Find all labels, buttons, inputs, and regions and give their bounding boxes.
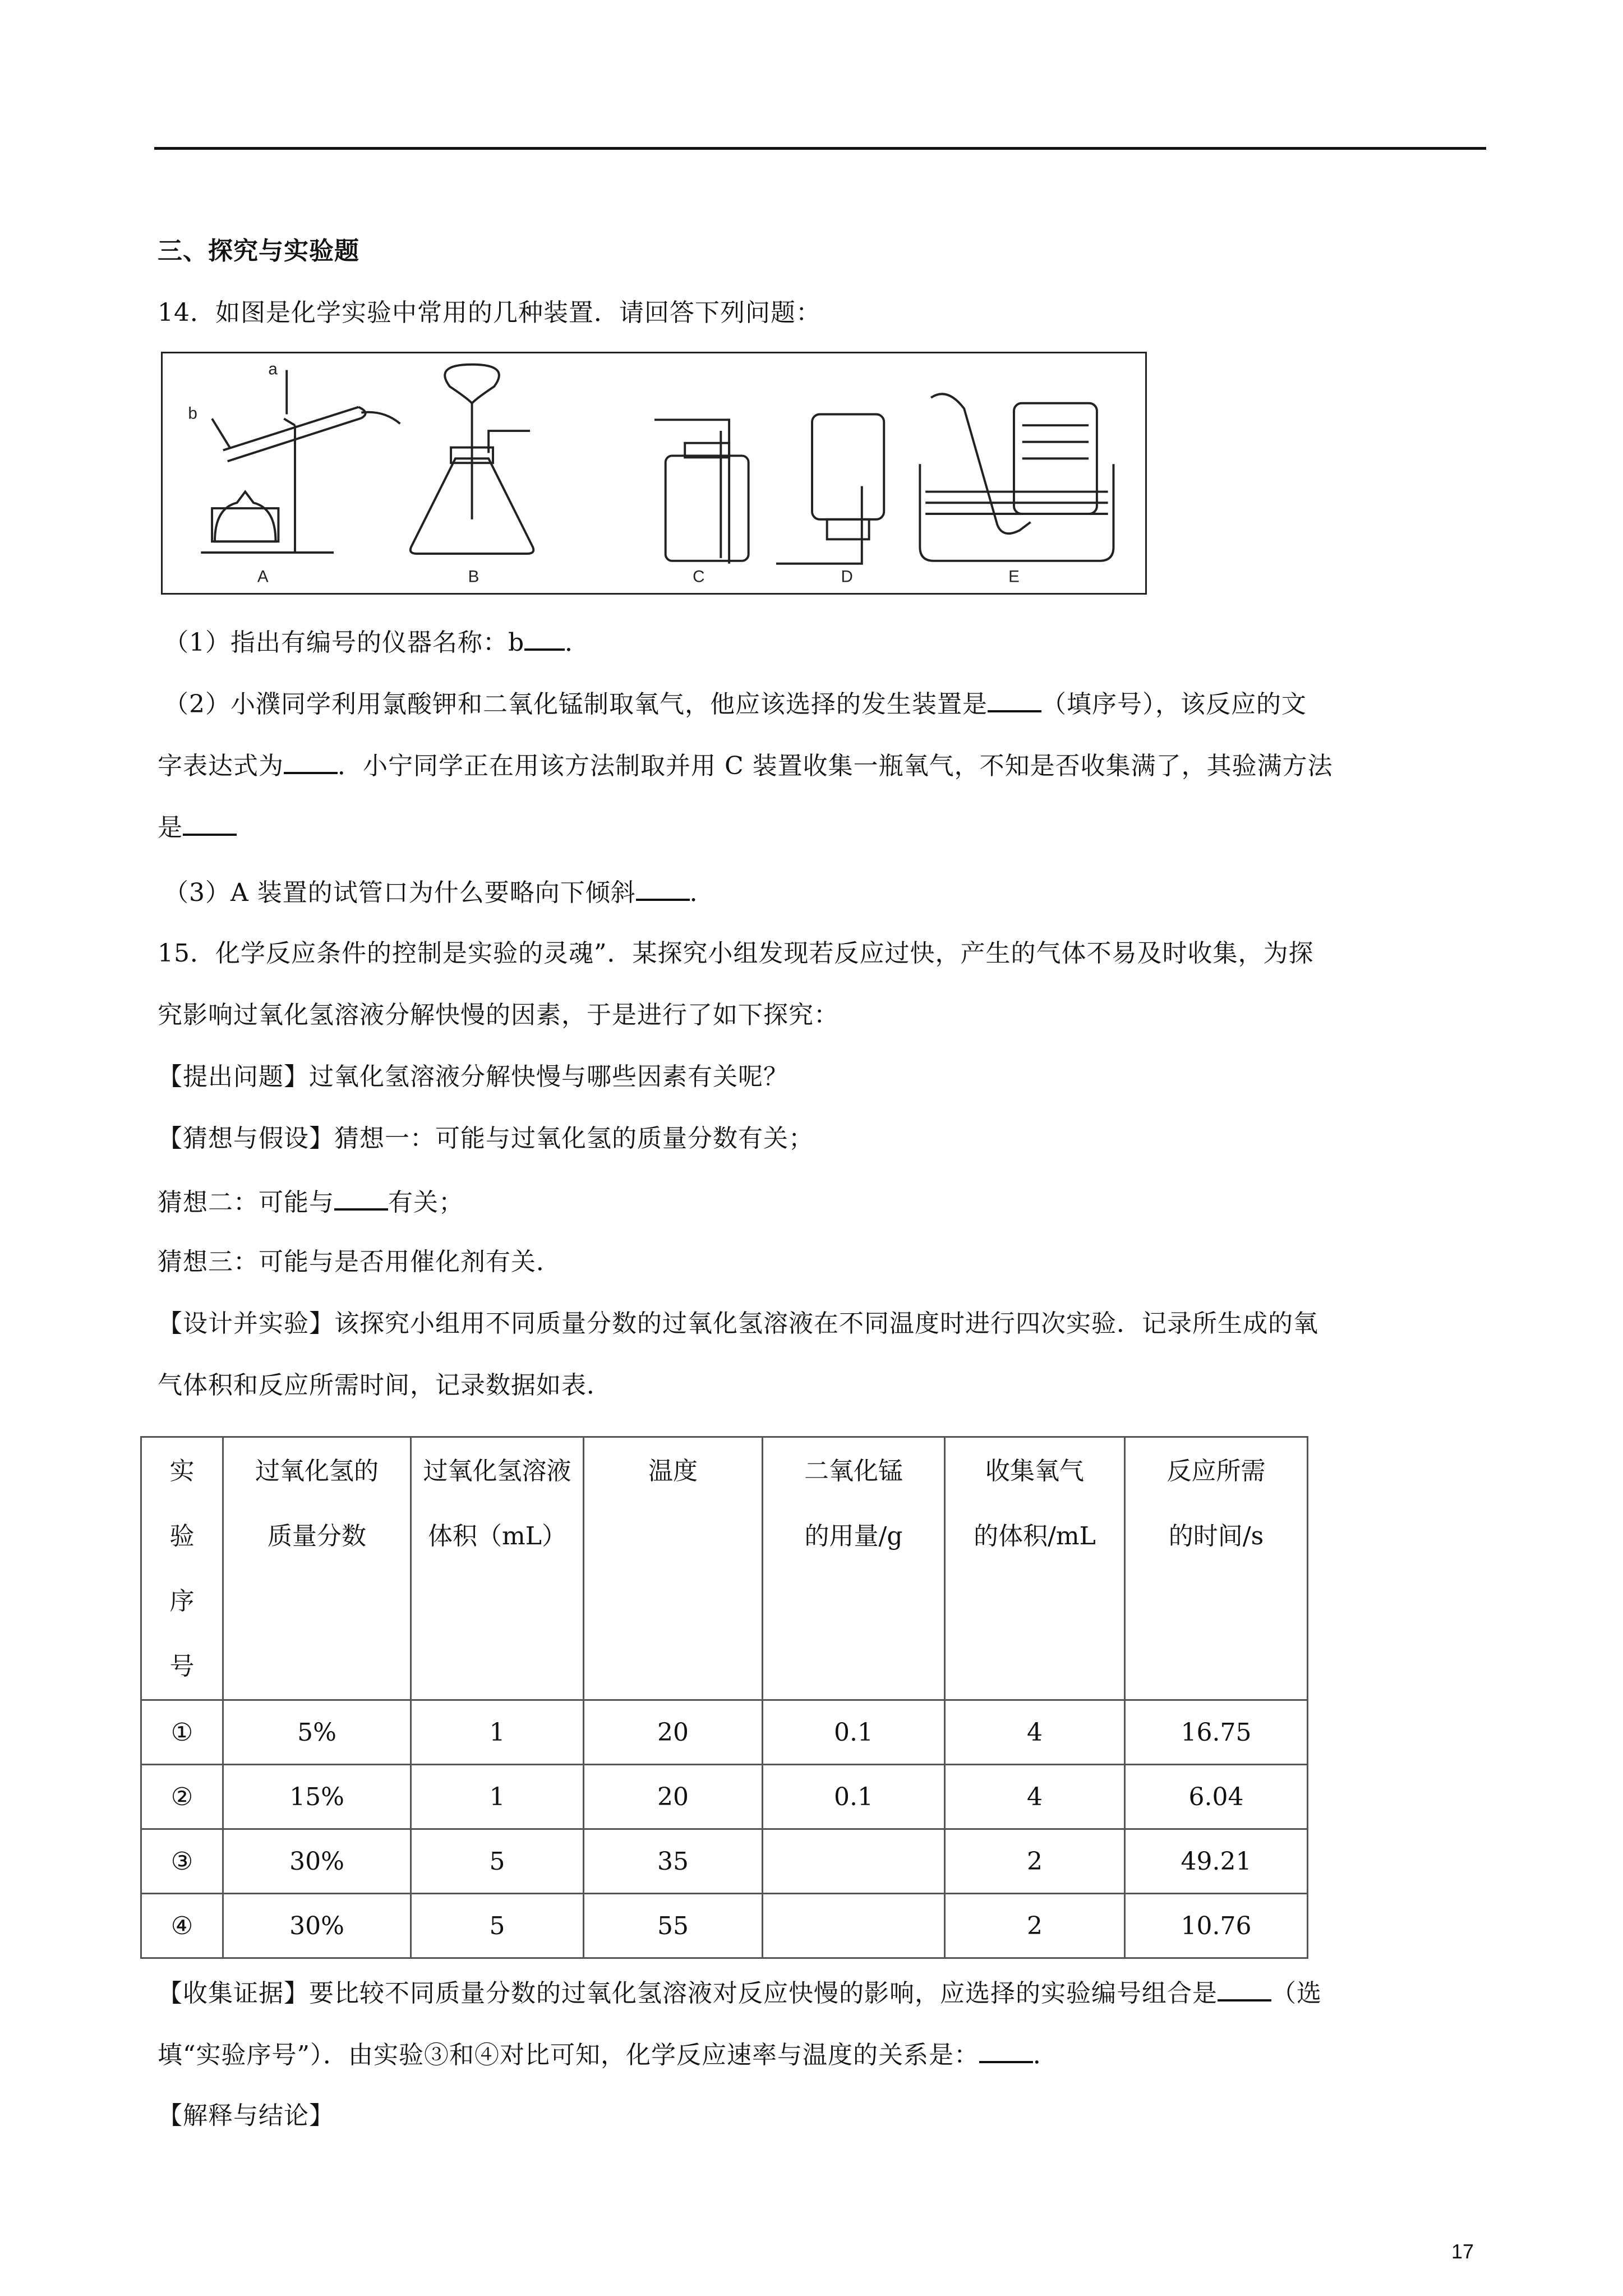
cell: 5 [411, 1894, 584, 1958]
cell: 1 [411, 1700, 584, 1765]
header-mass-fraction: 过氧化氢的 质量分数 [223, 1437, 411, 1700]
answer-blank[interactable] [1218, 1975, 1271, 2001]
label-a: a [268, 360, 278, 379]
cell: 35 [584, 1829, 763, 1894]
label-A: A [257, 567, 269, 586]
cell: 0.1 [763, 1700, 945, 1765]
label-E: E [1008, 567, 1020, 586]
header-mno2-amount: 二氧化锰 的用量/g [763, 1437, 945, 1700]
cell: 0.1 [763, 1765, 945, 1829]
cell: ② [141, 1765, 223, 1829]
q15-evidence-line1: 【收集证据】要比较不同质量分数的过氧化氢溶液对反应快慢的影响，应选择的实验编号组合是 （选 [158, 1975, 1322, 2010]
q15-line1: 15．化学反应条件的控制是实验的灵魂”．某探究小组发现若反应过快，产生的气体不易及时收集，为探 [158, 939, 1314, 968]
cell: 2 [945, 1829, 1125, 1894]
cell: 1 [411, 1765, 584, 1829]
q15-design-line2: 气体积和反应所需时间，记录数据如表． [158, 1371, 612, 1400]
cell: 4 [945, 1765, 1125, 1829]
cell: ④ [141, 1894, 223, 1958]
table-row [141, 1829, 1308, 1894]
q15-evidence-line2: 填“实验序号”）．由实验③和④对比可知，化学反应速率与温度的关系是： ． [158, 2036, 1058, 2072]
label-C: C [693, 567, 705, 586]
table-row [141, 1700, 1308, 1765]
q15-line2: 究影响过氧化氢溶液分解快慢的因素，于是进行了如下探究： [158, 1001, 839, 1029]
cell: 15% [223, 1765, 411, 1829]
answer-blank[interactable] [636, 874, 690, 901]
delivery-tube-e [931, 394, 1031, 533]
q15-hypothesis3: 猜想三：可能与是否用催化剂有关． [158, 1248, 561, 1276]
header-rule [154, 147, 1486, 150]
cell: 16.75 [1125, 1700, 1308, 1765]
q15-question: 【提出问题】过氧化氢溶液分解快慢与哪些因素有关呢？ [158, 1062, 789, 1091]
thistle-funnel [445, 365, 499, 403]
q14-stem: 14．如图是化学实验中常用的几种装置．请回答下列问题： [158, 298, 821, 327]
gas-bottle-d [812, 414, 884, 519]
header-o2-volume: 收集氧气 的体积/mL [945, 1437, 1125, 1700]
apparatus-figure [161, 352, 1147, 595]
apparatus-diagram [163, 353, 1145, 593]
cell: 4 [945, 1700, 1125, 1765]
cell: 6.04 [1125, 1765, 1308, 1829]
answer-blank[interactable] [334, 1184, 388, 1211]
q14-part1: （1）指出有编号的仪器名称：b ． [164, 624, 590, 660]
q14-part3: （3）A 装置的试管口为什么要略向下倾斜 ． [164, 874, 715, 910]
cell [763, 1829, 945, 1894]
cell: 30% [223, 1829, 411, 1894]
table-row [141, 1894, 1308, 1958]
header-seq: 实 验 序 号 [141, 1437, 223, 1700]
label-b: b [188, 404, 197, 423]
answer-blank[interactable] [988, 685, 1041, 712]
cell: ③ [141, 1829, 223, 1894]
label-B: B [468, 567, 479, 586]
q15-hypothesis2: 猜想二：可能与 有关； [158, 1184, 464, 1220]
q14-part2-line2: 字表达式为 ．小宁同学正在用该方法制取并用 C 装置收集一瓶氧气，不知是否收集满了，其验满方法 [158, 747, 1333, 783]
answer-blank[interactable] [284, 747, 338, 774]
table-header-row [141, 1437, 1308, 1700]
cell: 49.21 [1125, 1829, 1308, 1894]
cell: 5 [411, 1829, 584, 1894]
section-title: 三、探究与实验题 [158, 237, 359, 265]
delivery-tube-b [488, 431, 530, 453]
cell: 2 [945, 1894, 1125, 1958]
q14-part2-line1: （2）小濮同学利用氯酸钾和二氧化锰制取氧气，他应该选择的发生装置是 （填序号），该反应的文 [164, 685, 1307, 721]
cell: 55 [584, 1894, 763, 1958]
header-temperature: 温度 [584, 1437, 763, 1700]
cell: 10.76 [1125, 1894, 1308, 1958]
cell: ① [141, 1700, 223, 1765]
cell: 20 [584, 1700, 763, 1765]
delivery-tube-d [776, 486, 862, 564]
gas-bottle-c [666, 455, 749, 560]
answer-blank[interactable] [524, 624, 565, 651]
cell [763, 1894, 945, 1958]
label-D: D [841, 567, 853, 586]
cell: 30% [223, 1894, 411, 1958]
cell: 5% [223, 1700, 411, 1765]
page-number: 17 [1451, 2240, 1474, 2263]
table-row [141, 1765, 1308, 1829]
q15-design-line1: 【设计并实验】该探究小组用不同质量分数的过氧化氢溶液在不同温度时进行四次实验．记录所生成的氧 [158, 1309, 1318, 1338]
answer-blank[interactable] [979, 2036, 1033, 2063]
header-solution-volume: 过氧化氢溶液 体积（mL） [411, 1437, 584, 1700]
experiment-data-table [140, 1436, 1308, 1959]
q15-conclusion-heading: 【解释与结论】 [158, 2101, 334, 2130]
q15-hypothesis1: 【猜想与假设】猜想一：可能与过氧化氢的质量分数有关； [158, 1124, 814, 1153]
q14-part2-line3: 是 [158, 809, 237, 845]
header-reaction-time: 反应所需 的时间/s [1125, 1437, 1308, 1700]
pointer-b [212, 418, 230, 447]
cell: 20 [584, 1765, 763, 1829]
alcohol-lamp [215, 492, 275, 542]
answer-blank[interactable] [183, 809, 237, 836]
test-tube [223, 407, 359, 450]
